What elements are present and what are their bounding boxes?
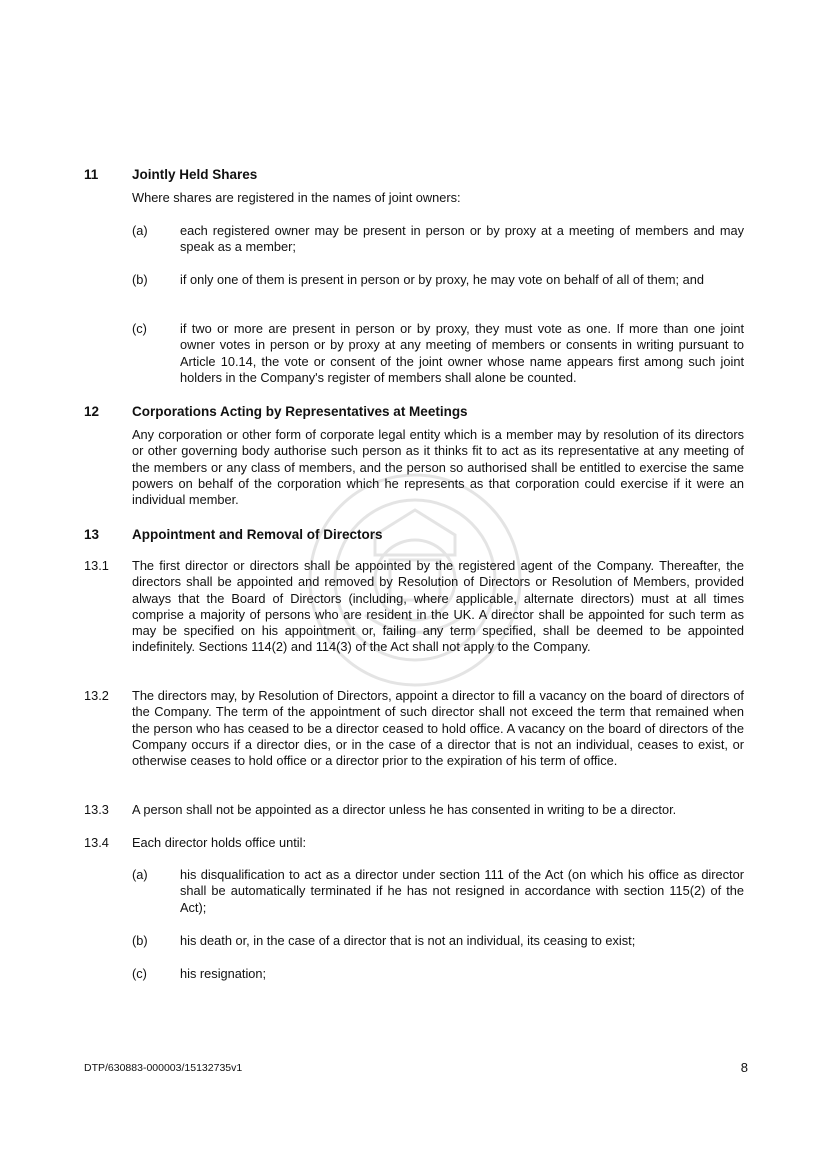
section-title: Corporations Acting by Representatives at Meetings xyxy=(132,404,468,419)
clause-number: 13.4 xyxy=(84,835,109,850)
list-item-text: if two or more are present in person or by proxy, they must vote as one. If more than one joint owner votes in person or by proxy at any meeting of members or consents in writing pursuant to Article 10.14, the vote or consent of the joint owner whose name appears first among such joint holders in the Company's register of members shall alone be counted. xyxy=(180,321,744,385)
list-item-text: his disqualification to act as a director under section 111 of the Act (on which his office as director shall be automatically terminated if he has not resigned in accordance with section 115(2) of the Act); xyxy=(180,867,744,915)
list-item-label: (c) xyxy=(132,966,147,981)
clause-text: Each director holds office until: xyxy=(132,835,307,850)
section-body: Any corporation or other form of corporate legal entity which is a member may by resolution of its directors or other governing body authorise such person as it thinks fit to act as its representative at any meeting of the members or any class of members, and the person so authorised shall be entitled to exercise the same powers on behalf of the corporation which he represents as that corporation could exercise if it were an individual member. xyxy=(132,427,744,508)
clause-number: 13.1 xyxy=(84,558,109,573)
list-item-text: his resignation; xyxy=(180,966,267,981)
list-item-label: (b) xyxy=(132,272,148,287)
list-item-label: (b) xyxy=(132,933,148,948)
list-item-label: (c) xyxy=(132,321,147,336)
clause-text: The first director or directors shall be appointed by the registered agent of the Company. Thereafter, the directors shall be appointed and removed by Resolution of Directors or Resolution of Members, provided always that the Board of Directors (including, where applicable, alternate directors) must at all times comprise a majority of persons who are resident in the UK. A director shall be appointed for such term as may be specified on his appointment or, failing any term specified, shall be deemed to be appointed indefinitely. Sections 114(2) and 114(3) of the Act shall not apply to the Company. xyxy=(132,558,744,655)
clause-text: A person shall not be appointed as a director unless he has consented in writing to be a director. xyxy=(132,802,677,817)
page-number: 8 xyxy=(740,1060,748,1075)
section-number: 11 xyxy=(84,167,99,182)
section-number: 13 xyxy=(84,527,100,542)
section-number: 12 xyxy=(84,404,100,419)
section-title: Appointment and Removal of Directors xyxy=(132,527,383,542)
list-item-label: (a) xyxy=(132,223,148,238)
section-title: Jointly Held Shares xyxy=(132,167,258,182)
document-reference: DTP/630883-000003/15132735v1 xyxy=(84,1062,243,1074)
list-item-text: his death or, in the case of a director that is not an individual, its ceasing to exist; xyxy=(180,933,636,948)
section-intro: Where shares are registered in the names of joint owners: xyxy=(132,190,461,205)
list-item-text: if only one of them is present in person or by proxy, he may vote on behalf of all of them; and xyxy=(180,272,705,287)
clause-number: 13.2 xyxy=(84,688,109,703)
clause-number: 13.3 xyxy=(84,802,109,817)
clause-text: The directors may, by Resolution of Directors, appoint a director to fill a vacancy on the board of directors of the Company. The term of the appointment of such director shall not exceed the term that remained when the person who has ceased to be a director ceased to hold office. A vacancy on the board of directors of the Company occurs if a director dies, or in the case of a director that is not an individual, ceases to exist, or otherwise ceases to hold office or a director prior to the expiration of his term of office. xyxy=(132,688,744,769)
list-item-label: (a) xyxy=(132,867,148,882)
list-item-text: each registered owner may be present in person or by proxy at a meeting of members and may speak as a member; xyxy=(180,223,744,255)
